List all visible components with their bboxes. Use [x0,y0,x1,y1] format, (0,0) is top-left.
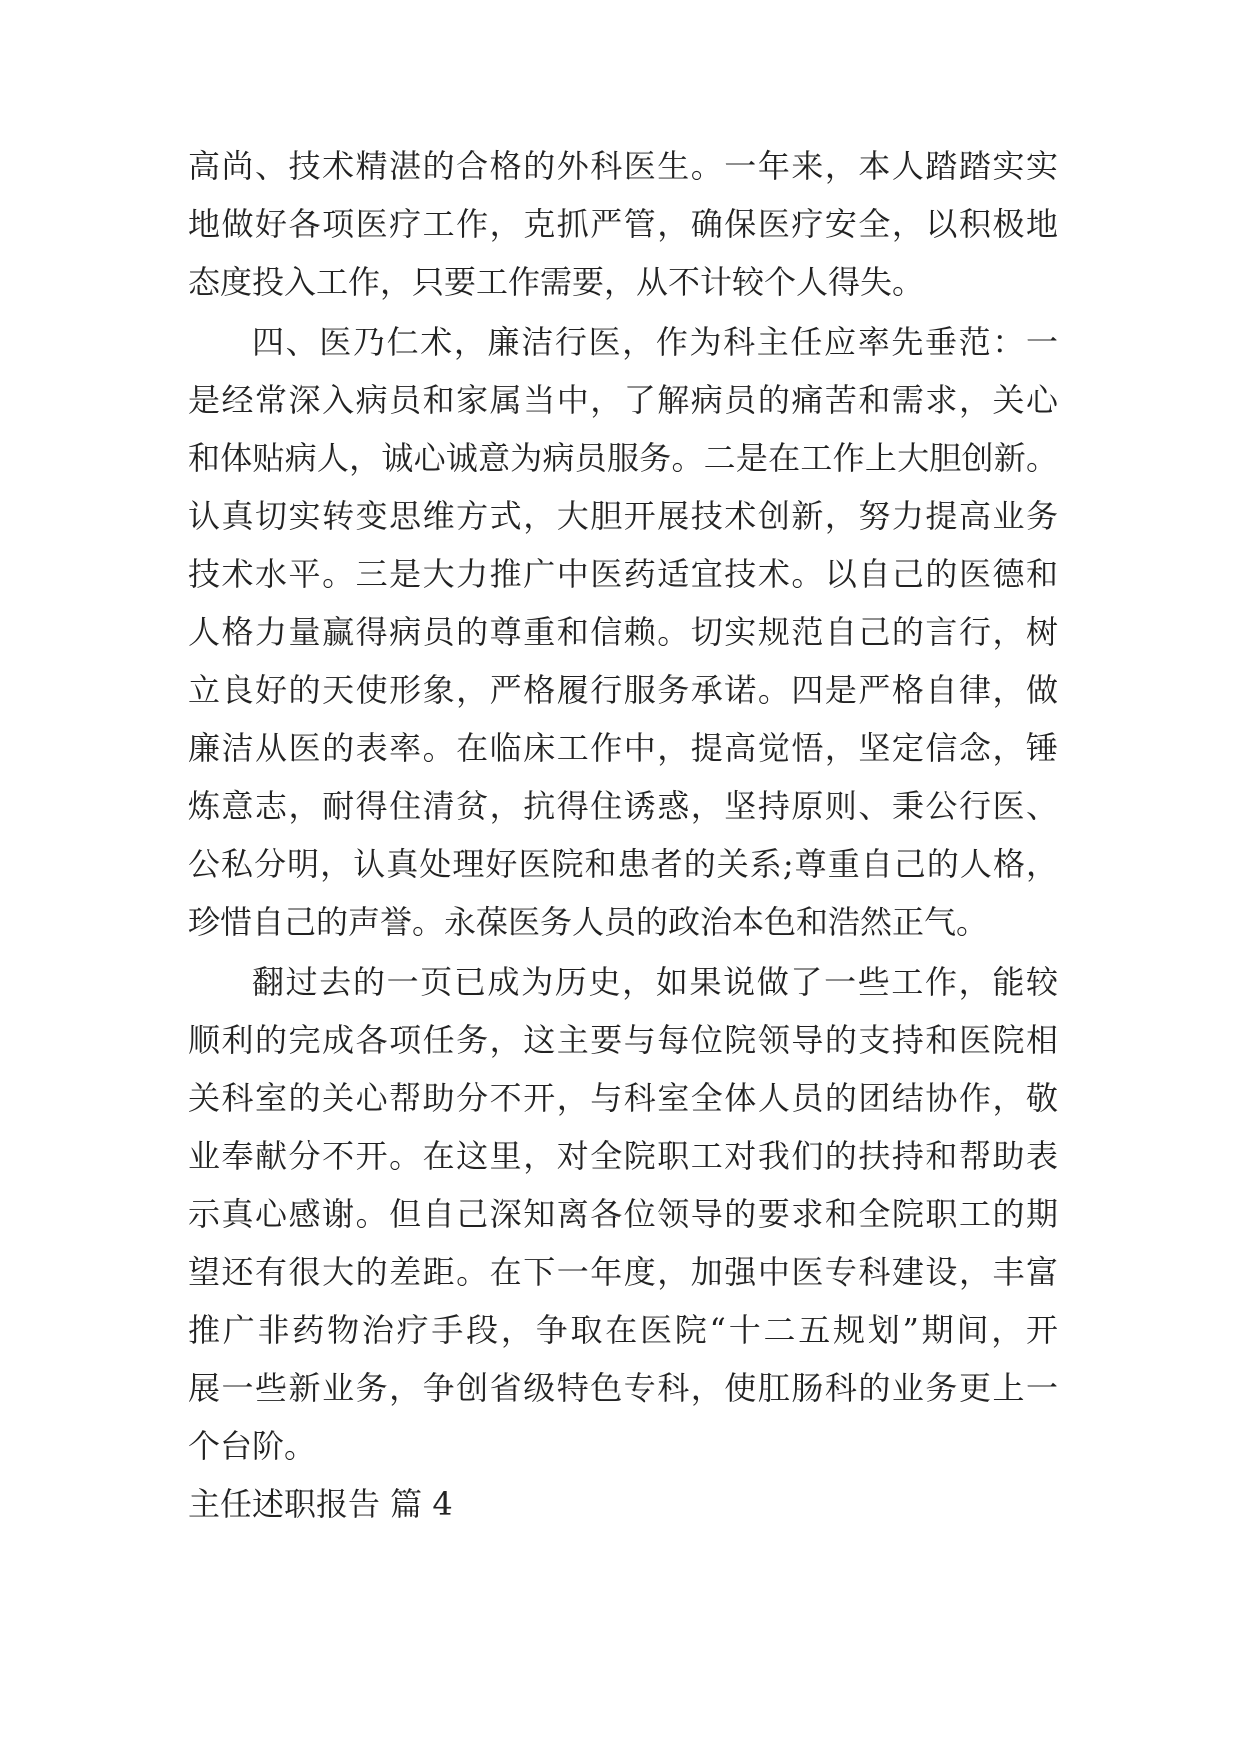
paragraph-2-line-6: 人格力量赢得病员的尊重和信赖。切实规范自己的言行，树 [188,613,1058,651]
paragraph-1-line-3: 态度投入工作，只要工作需要，从不计较个人得失。 [188,263,925,301]
paragraph-2-line-10: 公私分明，认真处理好医院和患者的关系;尊重自己的人格， [188,845,1058,883]
paragraph-2-line-11: 珍惜自己的声誉。永葆医务人员的政治本色和浩然正气。 [188,903,989,941]
paragraph-1-line-1: 高尚、技术精湛的合格的外科医生。一年来，本人踏踏实实 [188,147,1058,185]
paragraph-3-line-3: 关科室的关心帮助分不开，与科室全体人员的团结协作，敬 [188,1079,1058,1117]
paragraph-2-line-2: 是经常深入病员和家属当中，了解病员的痛苦和需求，关心 [188,381,1058,419]
paragraph-3-line-7: 推广非药物治疗手段，争取在医院“十二五规划”期间，开 [188,1311,1058,1349]
paragraph-1-line-2: 地做好各项医疗工作，克抓严管，确保医疗安全，以积极地 [188,205,1058,243]
paragraph-3-line-1: 翻过去的一页已成为历史，如果说做了一些工作，能较 [252,963,1058,1001]
paragraph-3-line-9: 个台阶。 [188,1427,317,1465]
paragraph-3-line-5: 示真心感谢。但自己深知离各位领导的要求和全院职工的期 [188,1195,1058,1233]
paragraph-2-line-9: 炼意志，耐得住清贫，抗得住诱惑，坚持原则、秉公行医、 [188,787,1058,825]
paragraph-2-line-5: 技术水平。三是大力推广中医药适宜技术。以自己的医德和 [188,555,1058,593]
paragraph-2-line-3: 和体贴病人，诚心诚意为病员服务。二是在工作上大胆创新。 [188,439,1058,477]
paragraph-3-line-4: 业奉献分不开。在这里，对全院职工对我们的扶持和帮助表 [188,1137,1058,1175]
paragraph-3-line-2: 顺利的完成各项任务，这主要与每位院领导的支持和医院相 [188,1021,1058,1059]
paragraph-2-line-4: 认真切实转变思维方式，大胆开展技术创新，努力提高业务 [188,497,1058,535]
paragraph-2-line-8: 廉洁从医的表率。在临床工作中，提高觉悟，坚定信念，锤 [188,729,1058,767]
paragraph-3-line-6: 望还有很大的差距。在下一年度，加强中医专科建设，丰富 [188,1253,1058,1291]
paragraph-3-line-8: 展一些新业务，争创省级特色专科，使肛肠科的业务更上一 [188,1369,1058,1407]
paragraph-2-line-1: 四、医乃仁术，廉洁行医，作为科主任应率先垂范：一 [252,323,1058,361]
section-heading: 主任述职报告 篇 4 [188,1485,453,1523]
paragraph-2-line-7: 立良好的天使形象，严格履行服务承诺。四是严格自律，做 [188,671,1058,709]
